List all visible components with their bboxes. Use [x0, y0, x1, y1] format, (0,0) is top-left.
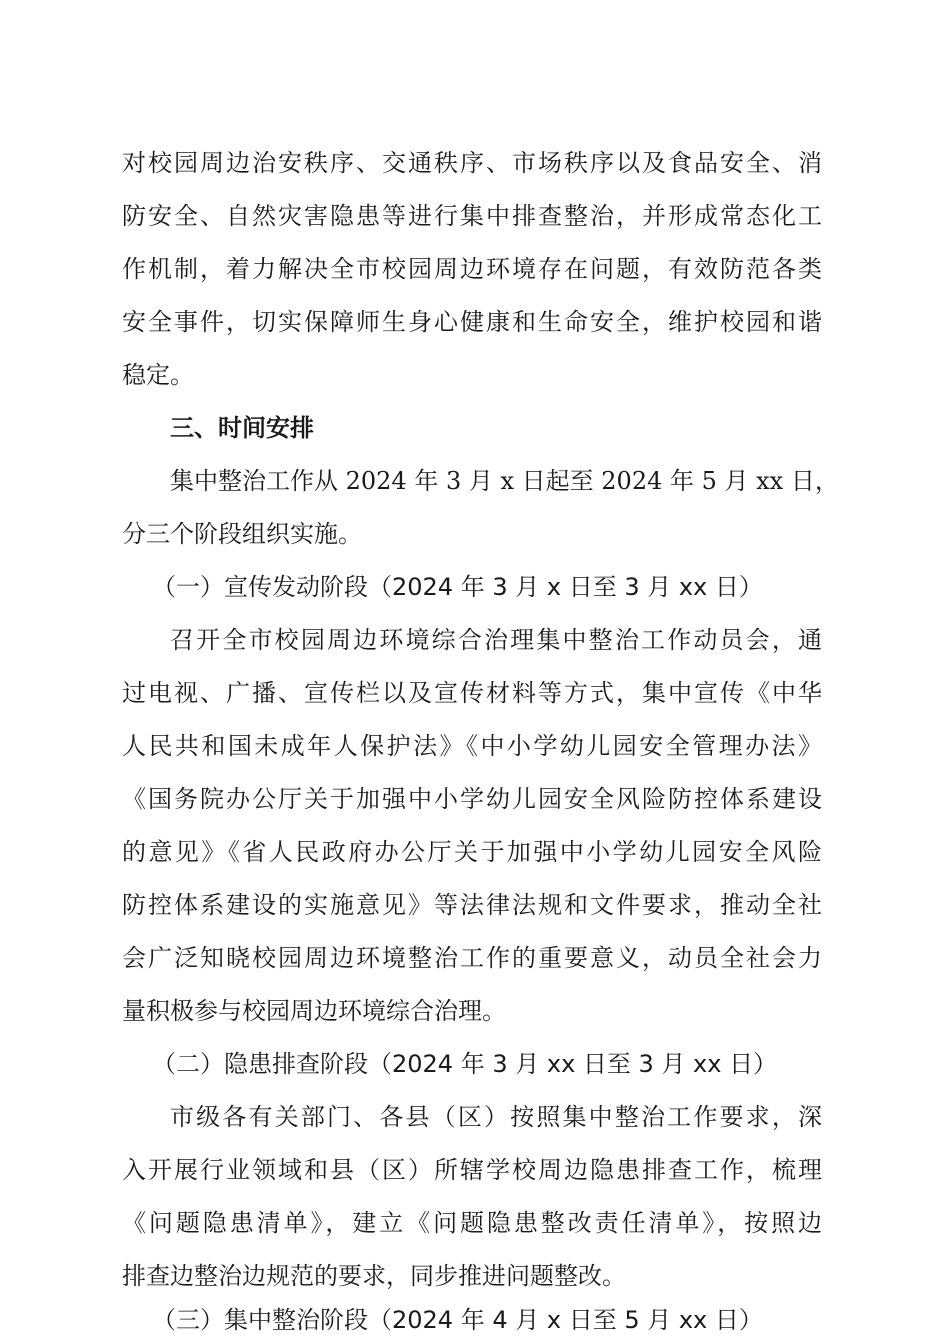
- paragraph-line: [0, 885, 950, 925]
- paragraph-text: 会广泛知晓校园周边环境整治工作的重要意义，动员全社会力: [122, 944, 822, 972]
- paragraph-text: 稳定。: [122, 361, 194, 389]
- paragraph-line: [0, 514, 950, 554]
- paragraph-text: 排查边整治边规范的要求，同步推进问题整改。: [122, 1262, 626, 1290]
- paragraph-text: 的意见》《省人民政府办公厅关于加强中小学幼儿园安全风险: [122, 838, 822, 866]
- paragraph-text: 对校园周边治安秩序、交通秩序、市场秩序以及食品安全、消: [122, 149, 822, 177]
- paragraph-line: [0, 1150, 950, 1190]
- paragraph-line: [0, 249, 950, 289]
- paragraph-line: [0, 1097, 950, 1137]
- paragraph-line: [0, 1203, 950, 1243]
- paragraph-line: [0, 1256, 950, 1296]
- section-heading: [0, 408, 950, 448]
- paragraph-line: [0, 196, 950, 236]
- subsection-heading-text: （二）隐患排查阶段（2024 年 3 月 xx 日至 3 月 xx 日）: [152, 1050, 778, 1078]
- paragraph-text: 安全事件，切实保障师生身心健康和生命安全，维护校园和谐: [122, 308, 822, 336]
- paragraph-line: [0, 461, 950, 501]
- paragraph-text: 过电视、广播、宣传栏以及宣传材料等方式，集中宣传《中华: [122, 679, 822, 707]
- subsection-heading: [0, 1300, 950, 1340]
- paragraph-text: 入开展行业领域和县（区）所辖学校周边隐患排查工作，梳理: [122, 1156, 822, 1184]
- paragraph-text: 量积极参与校园周边环境综合治理。: [122, 997, 506, 1025]
- paragraph-text: 集中整治工作从 2024 年 3 月 x 日起至 2024 年 5 月 xx 日，: [170, 467, 839, 495]
- paragraph-line: [0, 355, 950, 395]
- paragraph-line: [0, 302, 950, 342]
- paragraph-line: [0, 726, 950, 766]
- paragraph-text: 作机制，着力解决全市校园周边环境存在问题，有效防范各类: [122, 255, 822, 283]
- paragraph-text: 防安全、自然灾害隐患等进行集中排查整治，并形成常态化工: [122, 202, 822, 230]
- paragraph-line: [0, 143, 950, 183]
- subsection-heading: [0, 1044, 950, 1084]
- paragraph-text: 《国务院办公厅关于加强中小学幼儿园安全风险防控体系建设: [122, 785, 822, 813]
- paragraph-text: 市级各有关部门、各县（区）按照集中整治工作要求，深: [170, 1103, 822, 1131]
- paragraph-line: [0, 779, 950, 819]
- subsection-heading-text: （三）集中整治阶段（2024 年 4 月 x 日至 5 月 xx 日）: [152, 1306, 763, 1334]
- paragraph-line: [0, 673, 950, 713]
- paragraph-text: 《问题隐患清单》，建立《问题隐患整改责任清单》，按照边: [122, 1209, 822, 1237]
- paragraph-line: [0, 832, 950, 872]
- paragraph-line: [0, 991, 950, 1031]
- paragraph-text: 分三个阶段组织实施。: [122, 520, 362, 548]
- subsection-heading: [0, 567, 950, 607]
- paragraph-text: 防控体系建设的实施意见》等法律法规和文件要求，推动全社: [122, 891, 822, 919]
- paragraph-text: 人民共和国未成年人保护法》《中小学幼儿园安全管理办法》: [122, 732, 822, 760]
- paragraph-line: [0, 938, 950, 978]
- paragraph-line: [0, 620, 950, 660]
- paragraph-text: 召开全市校园周边环境综合治理集中整治工作动员会，通: [170, 626, 822, 654]
- subsection-heading-text: （一）宣传发动阶段（2024 年 3 月 x 日至 3 月 xx 日）: [152, 573, 763, 601]
- section-heading-text: 三、时间安排: [170, 414, 314, 442]
